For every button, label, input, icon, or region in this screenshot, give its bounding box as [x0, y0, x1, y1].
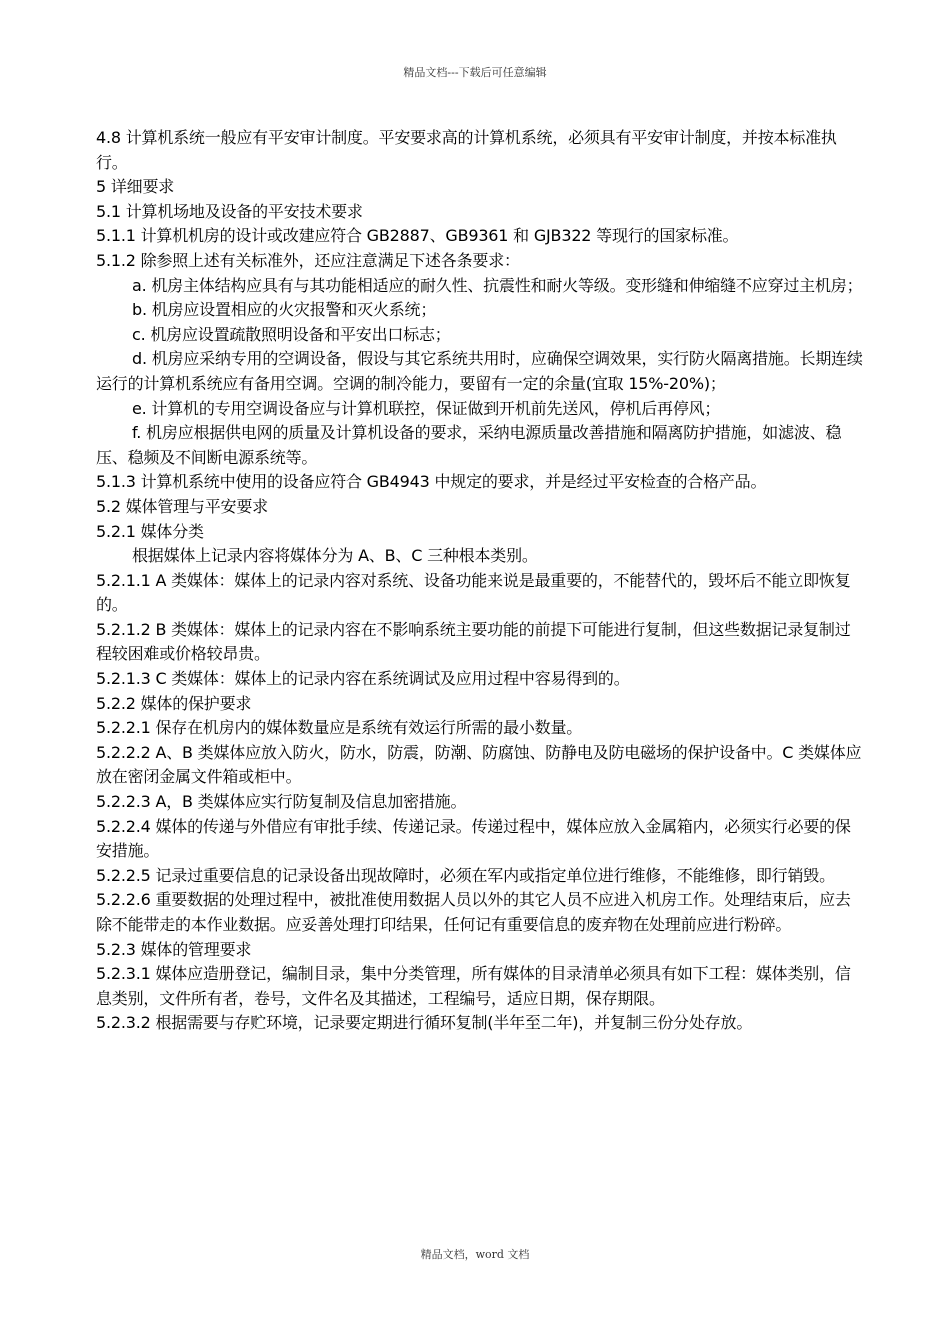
- paragraph: 5.2.3.2 根据需要与存贮环境，记录要定期进行循环复制(半年至二年)，并复制三份分处存放。: [96, 1013, 753, 1033]
- list-item: e. 计算机的专用空调设备应与计算机联控，保证做到开机前先送风，停机后再停风；: [132, 398, 721, 418]
- list-item: a. 机房主体结构应具有与其功能相适应的耐久性、抗震性和耐火等级。变形缝和伸缩缝不应穿过主机房；: [132, 275, 863, 295]
- paragraph: 5.2.1.2 B 类媒体：媒体上的记录内容在不影响系统主要功能的前提下可能进行复制，但这些数据记录复制过程较困难或价格较昂贵。: [96, 619, 851, 664]
- paragraph: 5.2.3.1 媒体应造册登记，编制目录，集中分类管理，所有媒体的目录清单必须具有如下工程：媒体类别，信息类别，文件所有者，卷号，文件名及其描述，工程编号，适应日期，保存期限。: [96, 964, 851, 1008]
- list-item: d. 机房应采纳专用的空调设备，假设与其它系统共用时，应确保空调效果，实行防火隔离措施。长期连续运行的计算机系统应有备用空调。空调的制冷能力，要留有一定的余量(宜取 15%-20%)；: [96, 349, 863, 393]
- page-header: 精品文档---下载后可任意编辑: [403, 66, 547, 79]
- paragraph: 5.2.2.3 A，B 类媒体应实行防复制及信息加密措施。: [96, 792, 467, 812]
- paragraph: 5.2.1.1 A 类媒体：媒体上的记录内容对系统、设备功能来说是最重要的，不能替代的，毁坏后不能立即恢复的。: [96, 570, 851, 615]
- paragraph: 5.2.2.6 重要数据的处理过程中，被批准使用数据人员以外的其它人员不应进入机房工作。处理结束后，应去除不能带走的本作业数据。应妥善处理打印结果，任何记有重要信息的废弃物在处理前应进行粉碎。: [96, 890, 851, 934]
- paragraph: 根据媒体上记录内容将媒体分为 A、B、C 三种根本类别。: [132, 546, 538, 566]
- paragraph: 5.2.2.4 媒体的传递与外借应有审批手续、传递记录。传递过程中，媒体应放入金属箱内，必须实行必要的保安措施。: [96, 816, 851, 861]
- paragraph: 5.2.2.1 保存在机房内的媒体数量应是系统有效运行所需的最小数量。: [96, 718, 583, 738]
- paragraph: 5.1.3 计算机系统中使用的设备应符合 GB4943 中规定的要求，并是经过平安检查的合格产品。: [96, 472, 767, 492]
- page-footer: 精品文档，word 文档: [420, 1248, 530, 1261]
- section-heading: 5.2.3 媒体的管理要求: [96, 939, 252, 959]
- section-heading: 5.2.2 媒体的保护要求: [96, 693, 252, 713]
- section-heading: 5 详细要求: [96, 177, 175, 197]
- list-item: f. 机房应根据供电网的质量及计算机设备的要求，采纳电源质量改善措施和隔离防护措施，如滤波、稳压、稳频及不间断电源系统等。: [96, 423, 842, 467]
- list-item: b. 机房应设置相应的火灾报警和灭火系统；: [132, 300, 437, 320]
- section-heading: 5.1 计算机场地及设备的平安技术要求: [96, 201, 363, 221]
- section-heading: 5.2 媒体管理与平安要求: [96, 496, 268, 516]
- section-heading: 5.2.1 媒体分类: [96, 521, 204, 541]
- paragraph: 4.8 计算机系统一般应有平安审计制度。平安要求高的计算机系统，必须具有平安审计制度，并按本标准执行。: [96, 128, 837, 172]
- paragraph: 5.1.2 除参照上述有关标准外，还应注意满足下述各条要求：: [96, 250, 520, 270]
- list-item: c. 机房应设置疏散照明设备和平安出口标志；: [132, 324, 451, 344]
- paragraph: 5.2.2.2 A、B 类媒体应放入防火，防水，防震，防潮、防腐蚀、防静电及防电磁场的保护设备中。C 类媒体应放在密闭金属文件箱或柜中。: [96, 742, 862, 787]
- paragraph: 5.2.2.5 记录过重要信息的记录设备出现故障时，必须在军内或指定单位进行维修，不能维修，即行销毁。: [96, 865, 835, 885]
- document-body: [96, 126, 866, 1036]
- paragraph: 5.1.1 计算机机房的设计或改建应符合 GB2887、GB9361 和 GJB322 等现行的国家标准。: [96, 226, 739, 246]
- paragraph: 5.2.1.3 C 类媒体：媒体上的记录内容在系统调试及应用过程中容易得到的。: [96, 669, 630, 689]
